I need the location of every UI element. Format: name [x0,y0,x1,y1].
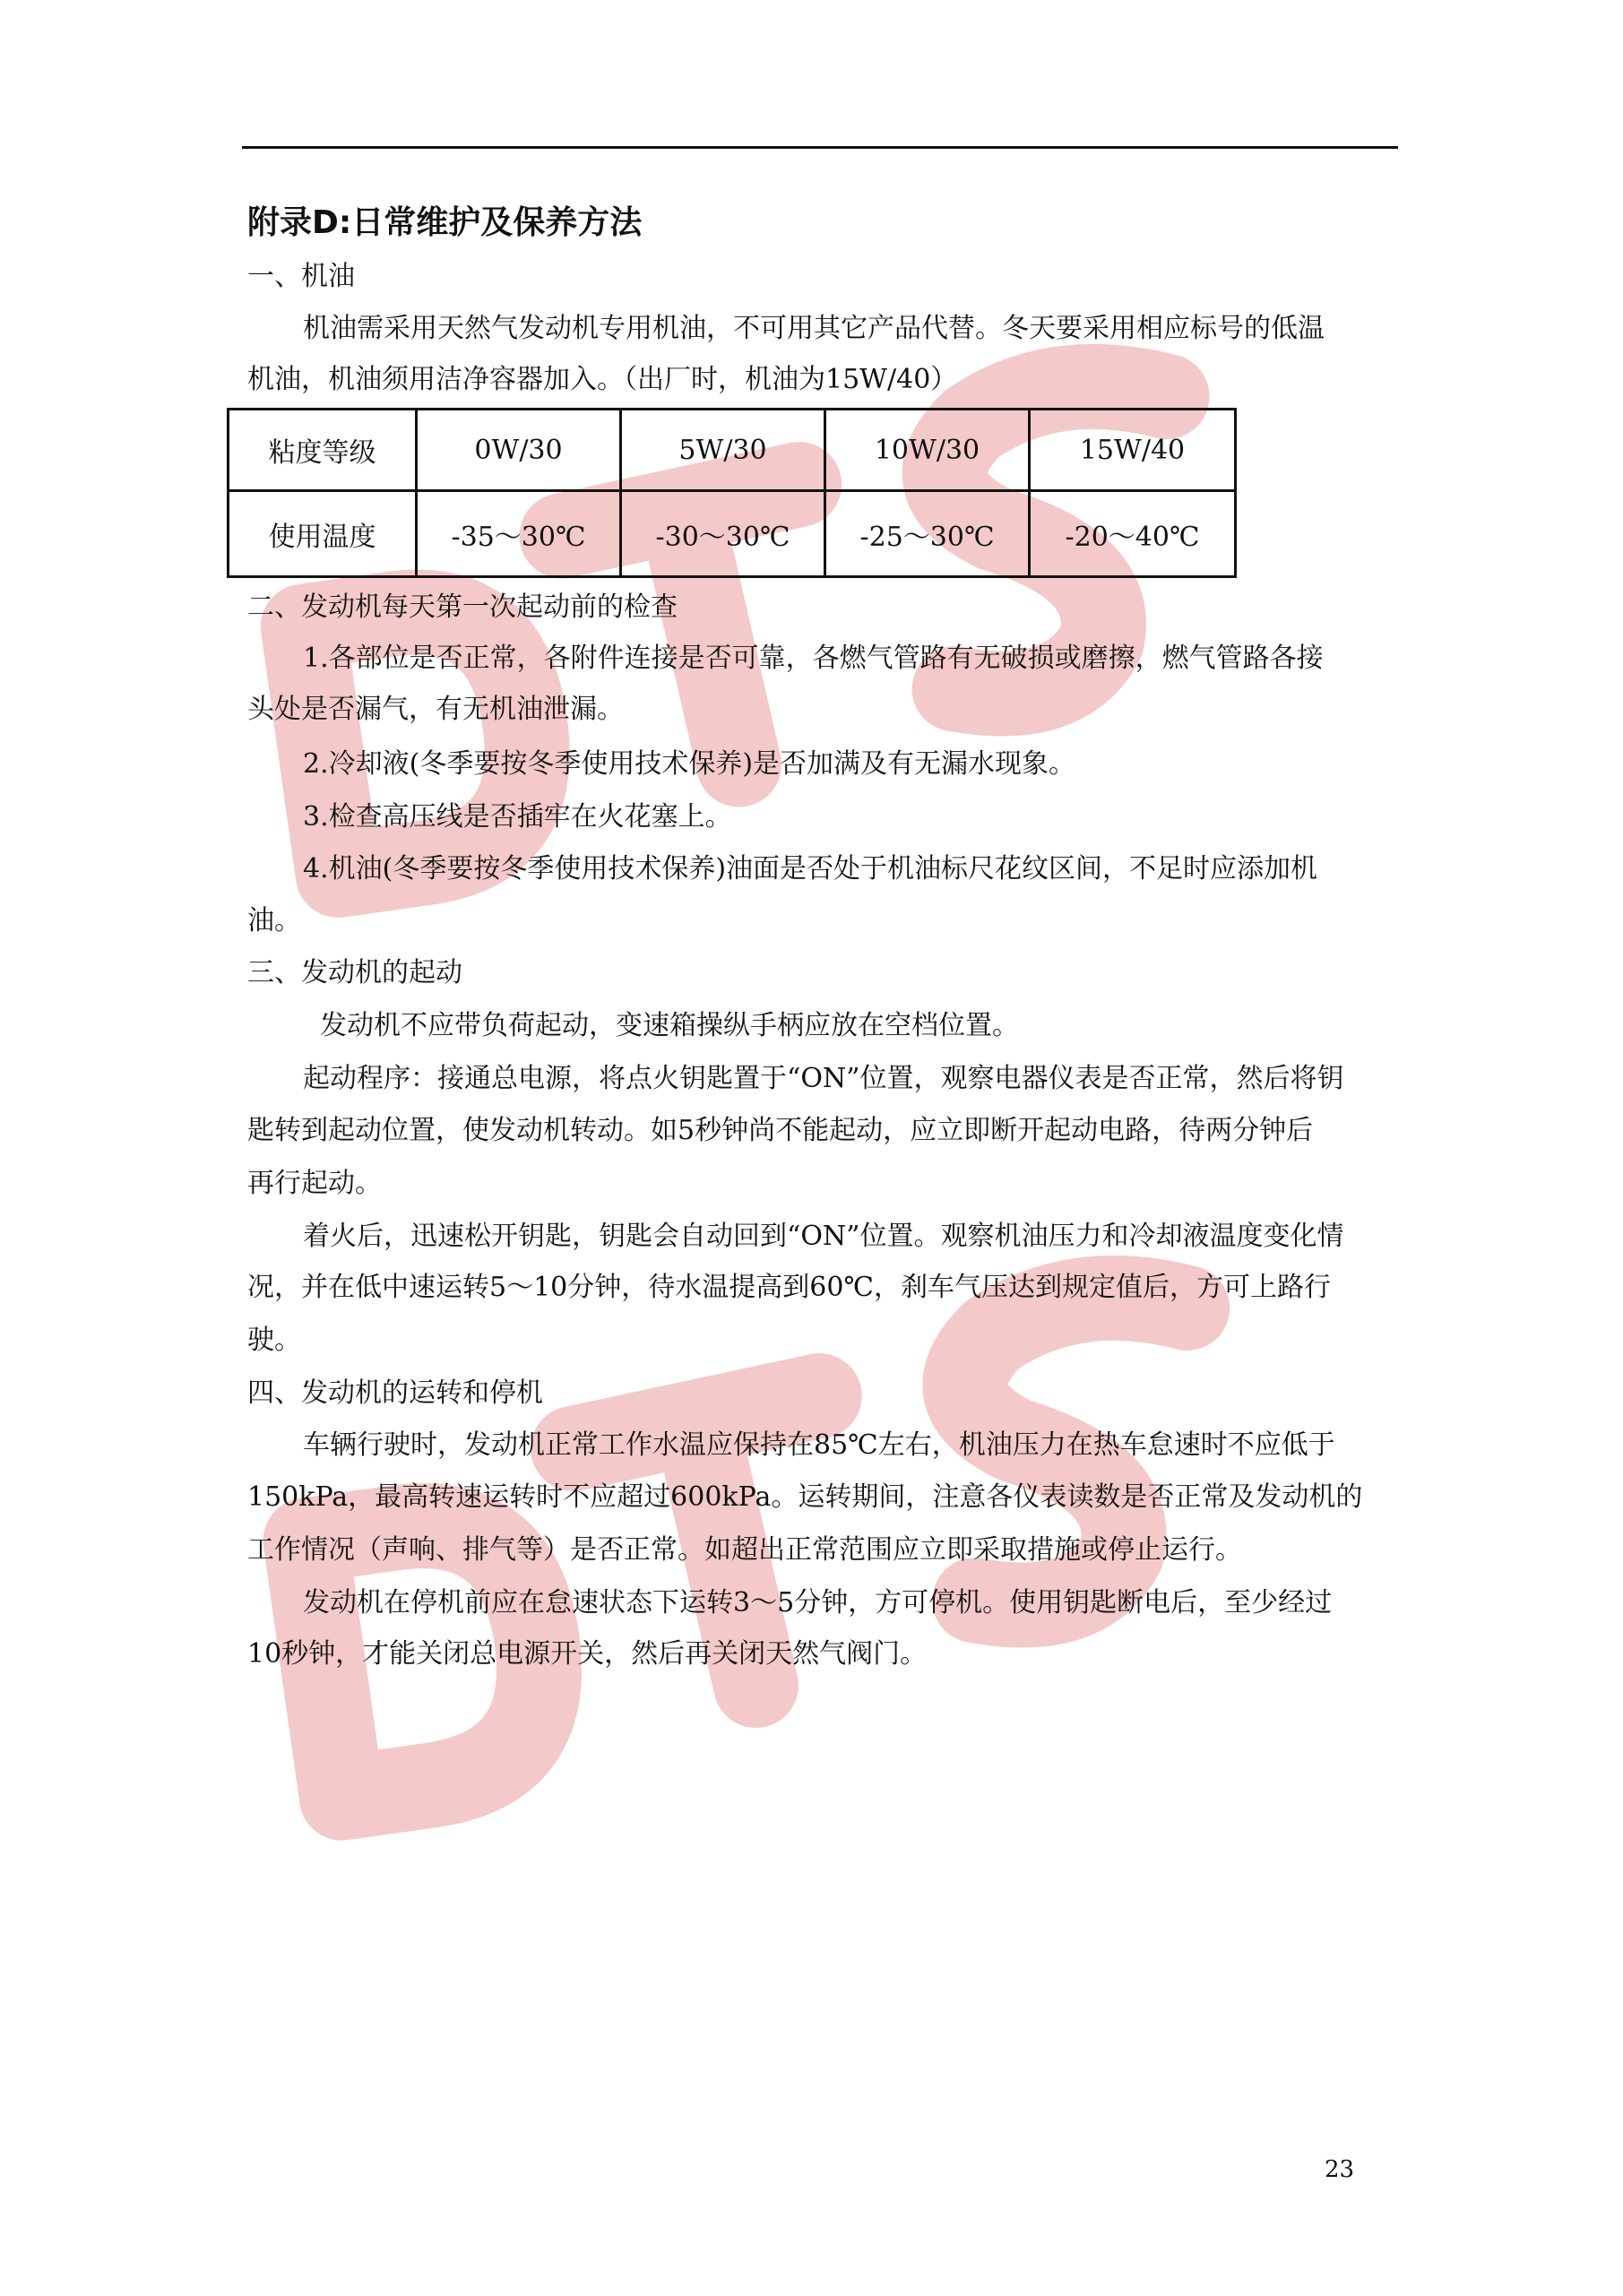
paragraph-line: 4.机油(冬季要按冬季使用技术保养)油面是否处于机油标尺花纹区间，不足时应添加机 [303,853,1318,885]
table-row [229,410,1236,491]
paragraph-line: 油。 [247,905,301,937]
table-cell: -25～30℃ [825,491,1030,577]
paragraph-line: 头处是否漏气，有无机油泄漏。 [247,694,624,725]
section-heading: 一、机油 [247,261,355,292]
header-rule [242,146,1398,149]
paragraph-line: 匙转到起动位置，使发动机转动。如5秒钟尚不能起动，应立即断开起动电路，待两分钟后 [247,1115,1314,1146]
page-title: 附录D:日常维护及保养方法 [247,204,643,241]
paragraph-line: 起动程序：接通总电源，将点火钥匙置于“ON”位置，观察电器仪表是否正常，然后将钥 [303,1063,1344,1094]
paragraph-line: 着火后，迅速松开钥匙，钥匙会自动回到“ON”位置。观察机油压力和冷却液温度变化情 [303,1221,1344,1252]
paragraph-line: 2.冷却液(冬季要按冬季使用技术保养)是否加满及有无漏水现象。 [303,748,1076,780]
paragraph-line: 10秒钟，才能关闭总电源开关，然后再关闭天然气阀门。 [247,1638,928,1670]
paragraph-line: 工作情况（声响、排气等）是否正常。如超出正常范围应立即采取措施或停止运行。 [247,1534,1242,1566]
table-cell: 10W/30 [825,410,1030,491]
paragraph-line: 发动机不应带负荷起动，变速箱操纵手柄应放在空档位置。 [320,1010,1019,1041]
paragraph-line: 1.各部位是否正常，各附件连接是否可靠，各燃气管路有无破损或磨擦，燃气管路各接 [303,643,1324,674]
oil-viscosity-table [227,408,1237,578]
section-heading: 三、发动机的起动 [247,957,462,988]
paragraph-line: 况，并在低中速运转5～10分钟，待水温提高到60℃，刹车气压达到规定值后，方可上路行 [247,1272,1331,1303]
paragraph-line: 驶。 [247,1325,301,1356]
table-cell: 5W/30 [621,410,825,491]
table-cell: -35～30℃ [417,491,621,577]
paragraph-line: 机油，机油须用洁净容器加入。（出厂时，机油为15W/40） [247,364,958,395]
paragraph-line: 150kPa，最高转速运转时不应超过600kPa。运转期间，注意各仪表读数是否正常及发动机的 [247,1481,1363,1513]
table-cell: -30～30℃ [621,491,825,577]
table-row [229,491,1236,577]
paragraph-line: 发动机在停机前应在怠速状态下运转3～5分钟，方可停机。使用钥匙断电后，至少经过 [303,1587,1333,1618]
page-number: 23 [1325,2156,1355,2183]
section-heading: 二、发动机每天第一次起动前的检查 [247,591,678,623]
table-cell: 15W/40 [1030,410,1236,491]
section-heading: 四、发动机的运转和停机 [247,1377,543,1409]
table-cell: 0W/30 [417,410,621,491]
table-cell: -20～40℃ [1030,491,1236,577]
paragraph-line: 车辆行驶时，发动机正常工作水温应保持在85℃左右，机油压力在热车怠速时不应低于 [303,1429,1335,1461]
paragraph-line: 3.检查高压线是否插牢在火花塞上。 [303,801,732,833]
table-row-header: 粘度等级 [229,410,417,491]
table-row-header: 使用温度 [229,491,417,577]
paragraph-line: 机油需采用天然气发动机专用机油，不可用其它产品代替。冬天要采用相应标号的低温 [303,313,1325,344]
paragraph-line: 再行起动。 [247,1168,382,1199]
